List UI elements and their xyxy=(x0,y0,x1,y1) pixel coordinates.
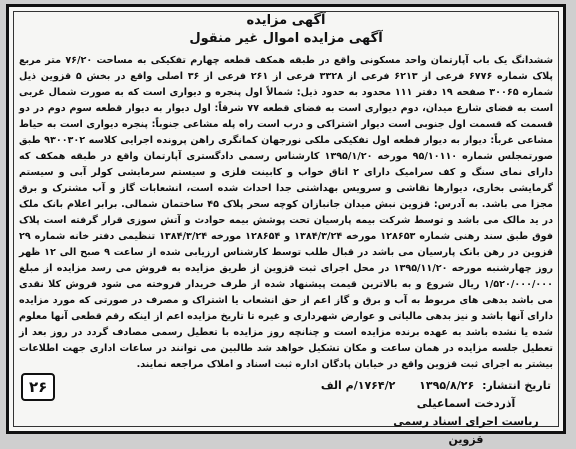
notice-body: ششدانگ یک باب آپارتمان واحد مسکونی واقع در طبقه همکف قطعه چهارم تفکیکی به مساحت ۷۶/۲۰ متر مربع پلاک شماره ۶۷۷۶ فرعی از ۶۲۱۳ فرعی از ۳۳۲۸ فرعی از ۲۶۱ فرعی از ۳۶ اصلی واقع در بخش ۵ قزوین ذیل شماره ۳۰۰۶۵ صفحه ۱۹ دفتر ۱۱۱ محدود به حدود ذیل: شمالاً اول پنجره و دیواری است که به صورت شمال غربی است به فضای شارع میدان، دوم دیواری است به فضای قطعه ۷۷ شرقاً: اول دیوار به دیوار قطعه سوم دوم در دو قسمت که قسمت اول جنوبی است دیوار اشتراکی و درب است راه پله مشاعی جنوباً: پنجره دیواری است به حیاط مشاعی غرباً: دیوار به دیوار قطعه اول تفکیکی ملکی نورجهان کمانگری راهن پرونده اجرایی کلاسه ۹۳۰۰۳۰۲ طبق صورتمجلس شماره ۹۵/۱۰۱۱۰ مورخه ۱۳۹۵/۱/۲۰ کارشناس رسمی دادگستری آپارتمان واقع در طبقه همکف که دارای نمای سنگ و کف سرامیک دارای ۲ اتاق خواب و کابینت فلزی و سیستم سرمایشی کولر آبی و سیستم گرمایشی بخاری، دیوارها نقاشی و سرویس بهداشتی جدا احداث شده است، انشعابات گاز و آب مشترک و برق مجزا می باشد. به آدرس: قزوین نبش میدان جانبازان کوچه سحر پلاک ۴۵ ساختمان شمالی. برابر اعلام بانک ملک در ید مالک می باشد و توسط شرکت بیمه پارسیان تحت پوشش بیمه حوادث و آتش سوزی قرار گرفته است پلاک فوق طبق سند رهنی شماره ۱۲۸۶۵۳ مورخه ۱۳۸۴/۳/۲۴ و ۱۲۸۶۵۴ مورخه ۱۳۸۴/۳/۲۴ تنظیمی دفتر خانه شماره ۲۹ قزوین در رهن بانک پارسیان می باشد در قبال طلب توسط کارشناس ارزیابی شده از ساعت ۹ صبح الی ۱۲ ظهر روز چهارشنبه مورخه ۱۳۹۵/۱۱/۲۰ در محل اجرای ثبت قزوین از طریق مزایده به فروش می رسد مزایده از مبلغ ۱/۵۲۰/۰۰۰/۰۰۰ ریال شروع و به بالاترین قیمت پیشنهاد شده از طرف خریدار فروخته می شود فروش کلا نقدی می باشد بدهی های مربوط به آب و برق و گاز اعم از حق انشعاب یا اشتراک و مصرف در صورتی که مورد مزایده دارای آنها باشد و نیز بدهی مالیاتی و عوارض شهرداری و غیره تا تاریخ مزایده اعم از اینکه رقم قطعی آنها معلوم شده یا نشده باشد به عهده برنده مزایده است و چنانچه روز مزایده با تعطیل رسمی مصادف گردد در روز بعد از تعطیل جلسه مزایده در همان ساعت و مکان تشکیل خواهد شد طالبین می توانند در ساعات اداری جهت اطلاعات بیشتر به اجرای ثبت قزوین واقع در خیابان پادگان اداره ثبت اسناد و املاک مراجعه نمایند. xyxy=(19,55,554,370)
signer-title: ریاست اجرای اسناد رسمی قزوین xyxy=(393,415,539,446)
signer-name: آذردخت اسماعیلی xyxy=(416,397,516,410)
reference-number: ۱۷۶۴/۲/م الف xyxy=(320,379,396,392)
notice-subtitle: آگهی مزایده اموال غیر منقول xyxy=(189,31,383,46)
signer-block xyxy=(381,395,551,449)
notice-footer xyxy=(21,378,551,446)
publication-date-value: ۱۳۹۵/۸/۲۶ xyxy=(419,379,475,392)
publication-date-row xyxy=(321,379,551,392)
publication-stamp-box xyxy=(21,373,55,401)
notice-title: آگهی مزایده xyxy=(246,13,326,28)
notice-sheet xyxy=(6,4,566,446)
publication-date-label: تاریخ انتشار: xyxy=(482,379,551,392)
publication-stamp: ۲۶ xyxy=(21,373,55,401)
